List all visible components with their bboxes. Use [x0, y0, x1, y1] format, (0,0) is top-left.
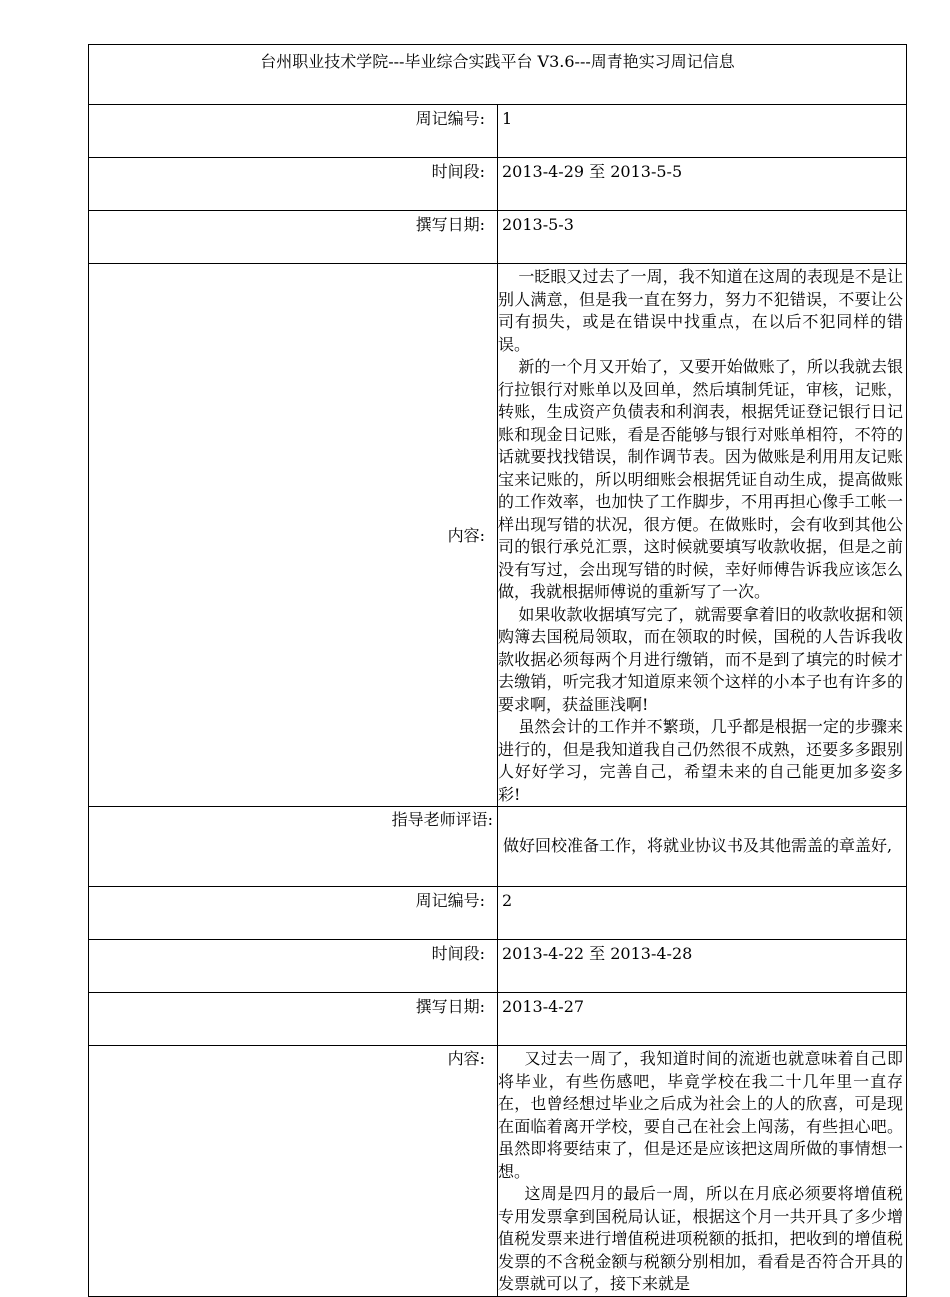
period-label: 时间段: [89, 940, 498, 993]
content-label: 内容: [89, 1046, 498, 1297]
journal-number-label: 周记编号: [89, 105, 498, 158]
teacher-comment-label: 指导老师评语: [89, 807, 498, 887]
content-paragraph: 新的一个月又开始了，又要开始做账了，所以我就去银行拉银行对账单以及回单，然后填制凭证，审核，记账，转账，生成资产负债表和利润表，根据凭证登记银行日记账和现金日记账，看是否能够与银行对账单相符，不符的话就要找找错误，制作调节表。因为做账是利用用友记账宝来记账的，所以明细账会根据凭证自动生成，提高做账的工作效率，也加快了工作脚步，不用再担心像手工帐一样出现写错的状况，很方便。在做账时，会有收到其他公司的银行承兑汇票，这时候就要填写收款收据，但是之前没有写过，会出现写错的时候，幸好师傅告诉我应该怎么做，我就根据师傅说的重新写了一次。 [498, 357, 903, 601]
write-date-value: 2013-4-27 [498, 993, 907, 1046]
write-date-value: 2013-5-3 [498, 211, 907, 264]
teacher-comment-value: 做好回校准备工作，将就业协议书及其他需盖的章盖好, [498, 807, 907, 887]
content-label: 内容: [89, 264, 498, 807]
period-value: 2013-4-22 至 2013-4-28 [498, 940, 907, 993]
content-paragraph: 又过去一周了，我知道时间的流逝也就意味着自己即将毕业，有些伤感吧，毕竟学校在我二十几年里一直存在，也曾经想过毕业之后成为社会上的人的欣喜，可是现在面临着离开学校，要自己在社会上闯荡，有些担心吧。虽然即将要结束了，但是还是应该把这周所做的事情想一想。 [498, 1049, 903, 1181]
journal-number-label: 周记编号: [89, 887, 498, 940]
write-date-label: 撰写日期: [89, 993, 498, 1046]
weekly-journal-table [88, 44, 907, 1297]
content-paragraph: 这周是四月的最后一周，所以在月底必须要将增值税专用发票拿到国税局认证，根据这个月一共开具了多少增值税发票来进行增值税进项税额的抵扣，把收到的增值税发票的不含税金额与税额分别相加，看看是否符合开具的发票就可以了，接下来就是 [498, 1184, 903, 1293]
content-paragraph: 虽然会计的工作并不繁琐，几乎都是根据一定的步骤来进行的，但是我知道我自己仍然很不成熟，还要多多跟别人好好学习，完善自己，希望未来的自己能更加多姿多彩! [498, 717, 903, 804]
journal-number-value: 1 [498, 105, 907, 158]
content-body [498, 1046, 907, 1297]
write-date-label: 撰写日期: [89, 211, 498, 264]
journal-number-value: 2 [498, 887, 907, 940]
content-paragraph: 如果收款收据填写完了，就需要拿着旧的收款收据和领购簿去国税局领取，而在领取的时候，国税的人告诉我收款收据必须每两个月进行缴销，而不是到了填完的时候才去缴销，听完我才知道原来领个这样的小本子也有许多的要求啊，获益匪浅啊! [498, 604, 903, 714]
period-value: 2013-4-29 至 2013-5-5 [498, 158, 907, 211]
content-paragraph: 一眨眼又过去了一周，我不知道在这周的表现是不是让别人满意，但是我一直在努力，努力不犯错误，不要让公司有损失，或是在错误中找重点，在以后不犯同样的错误。 [498, 267, 903, 354]
content-body [498, 264, 907, 807]
period-label: 时间段: [89, 158, 498, 211]
page-title: 台州职业技术学院---毕业综合实践平台 V3.6---周青艳实习周记信息 [89, 45, 907, 105]
